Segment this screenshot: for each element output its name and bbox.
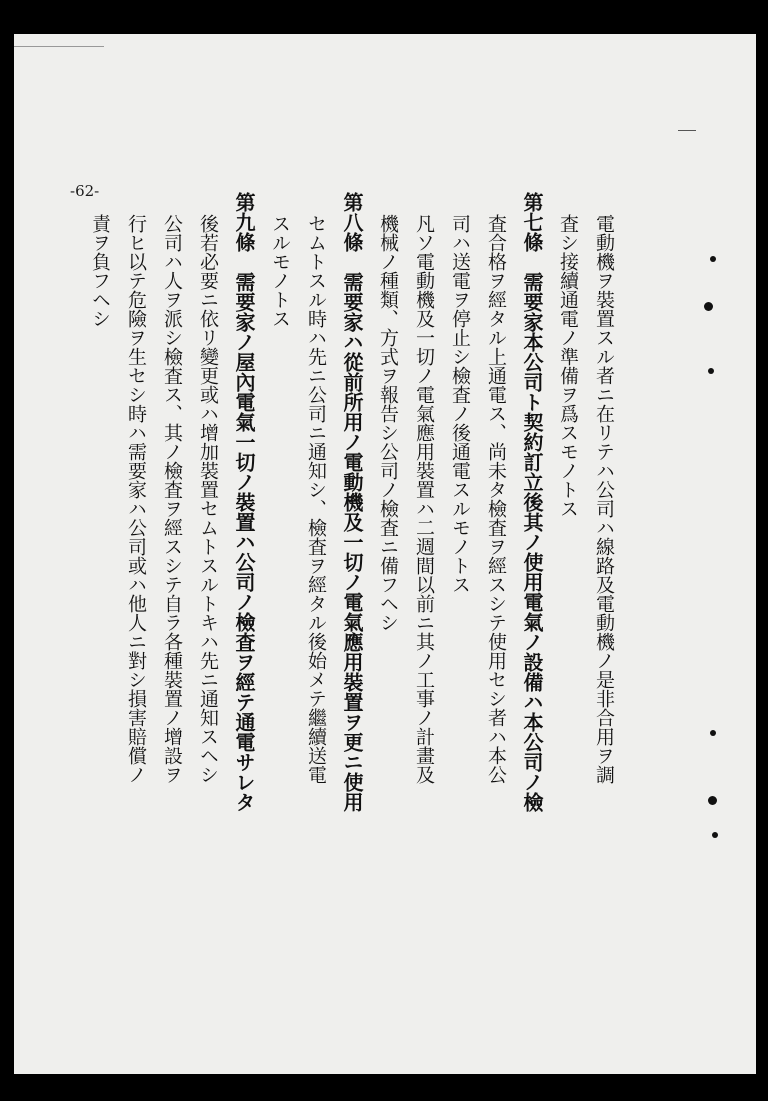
text-column-6: 凡ソ電動機及一切ノ電氣應用裝置ハ二週間以前ニ其ノ工事ノ計畫及 — [413, 214, 435, 784]
margin-dot — [708, 796, 717, 805]
article-8-column: 第八條 需要家ハ從前所用ノ電動機及一切ノ電氣應用裝置ヲ更ニ使用 — [340, 192, 364, 812]
article-7-column: 第七條 需要家本公司ト契約訂立後其ノ使用電氣ノ設備ハ本公司ノ檢 — [520, 192, 544, 812]
margin-dot — [704, 302, 713, 311]
margin-dot — [710, 730, 716, 736]
text-column-2: 査シ接續通電ノ準備ヲ爲スモノトス — [557, 214, 579, 518]
top-scratch — [14, 46, 104, 47]
text-column-9: セムトスル時ハ先ニ公司ニ通知シ、檢査ヲ經タル後始メテ繼續送電 — [305, 214, 327, 784]
margin-scratch — [678, 130, 696, 131]
text-column-4: 査合格ヲ經タル上通電ス、尚未タ檢査ヲ經スシテ使用セシ者ハ本公 — [485, 214, 507, 784]
text-column-10: スルモノトス — [269, 214, 291, 328]
page-number: -62- — [70, 182, 100, 200]
text-column-12: 後若必要ニ依リ變更或ハ增加裝置セムトスルトキハ先ニ通知スヘシ — [197, 214, 219, 784]
text-column-7: 機械ノ種類、方式ヲ報告シ公司ノ檢査ニ備フヘシ — [377, 214, 399, 632]
margin-dot — [712, 832, 718, 838]
document-page — [14, 34, 756, 1074]
text-column-15: 責ヲ負フヘシ — [89, 214, 111, 328]
article-9-column: 第九條 需要家ノ屋內電氣一切ノ裝置ハ公司ノ檢査ヲ經テ通電サレタ — [232, 192, 256, 812]
text-column-5: 司ハ送電ヲ停止シ檢査ノ後通電スルモノトス — [449, 214, 471, 594]
margin-dot — [708, 368, 714, 374]
text-column-13: 公司ハ人ヲ派シ檢査ス、其ノ檢査ヲ經スシテ自ラ各種裝置ノ增設ヲ — [161, 214, 183, 784]
text-column-14: 行ヒ以テ危險ヲ生セシ時ハ需要家ハ公司或ハ他人ニ對シ損害賠償ノ — [125, 214, 147, 784]
text-column-1: 電動機ヲ裝置スル者ニ在リテハ公司ハ線路及電動機ノ是非合用ヲ調 — [593, 214, 615, 784]
margin-dot — [710, 256, 716, 262]
